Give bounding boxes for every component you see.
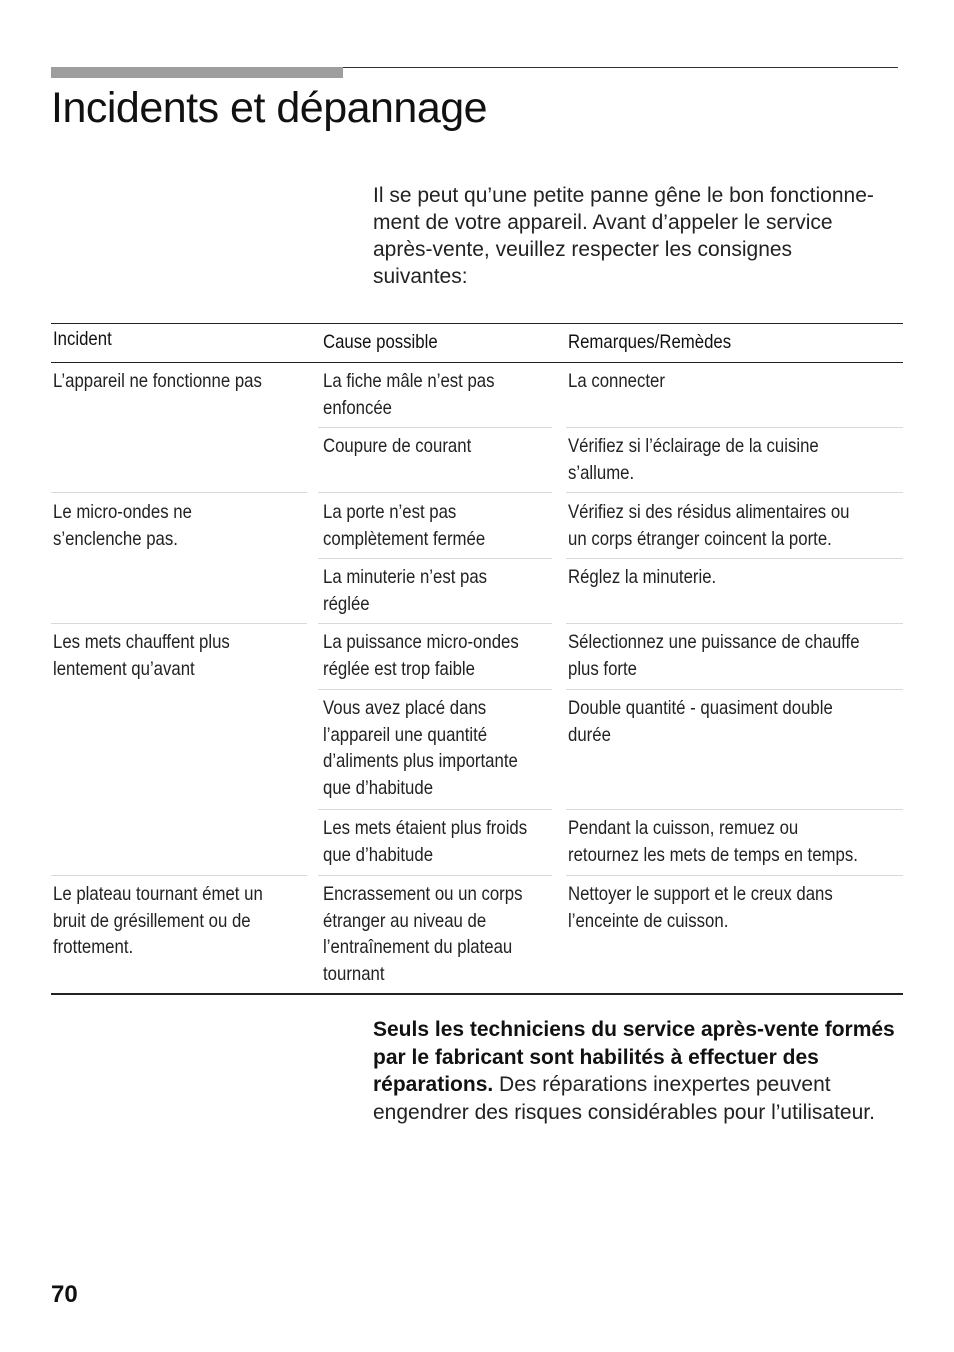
row-separator: [566, 875, 903, 876]
remedy-cell: Double quantité - quasiment double durée: [568, 697, 833, 746]
row-separator: [566, 558, 903, 559]
row-separator: [566, 689, 903, 690]
intro-paragraph: Il se peut qu’une petite panne gêne le bon fonctionne- ment de votre appareil. Avant d’appeler le service après-vente, veuillez respecter les consignes suivantes:: [373, 184, 874, 288]
header-incident: Incident: [53, 328, 112, 350]
cause-cell: La puissance micro-ondes réglée est trop faible: [323, 631, 519, 680]
table-header-rule: [51, 362, 903, 363]
row-separator: [318, 689, 552, 690]
header-cause: Cause possible: [323, 331, 438, 353]
remedy-cell: Réglez la minuterie.: [568, 566, 717, 588]
row-separator: [51, 492, 307, 493]
page-number: 70: [51, 1281, 78, 1308]
row-separator: [318, 623, 552, 624]
incident-cell: Les mets chauffent plus lentement qu’avant: [53, 631, 230, 680]
row-separator: [566, 623, 903, 624]
row-separator: [51, 875, 307, 876]
cause-cell: Coupure de courant: [323, 435, 472, 457]
remedy-cell: Vérifiez si des résidus alimentaires ou un corps étranger coincent la porte.: [568, 501, 850, 550]
remedy-cell: Pendant la cuisson, remuez ou retournez les mets de temps en temps.: [568, 817, 858, 866]
row-separator: [318, 558, 552, 559]
incident-cell: Le micro-ondes ne s’enclenche pas.: [53, 501, 192, 550]
row-separator: [318, 492, 552, 493]
warning-text: Des réparations inexpertes peuvent engendrer des risques considérables pour l’utilisateur.: [373, 1073, 875, 1124]
header-accent-bar: [51, 67, 343, 78]
row-separator: [51, 623, 307, 624]
row-separator: [318, 427, 552, 428]
remedy-cell: Nettoyer le support et le creux dans l’enceinte de cuisson.: [568, 883, 833, 932]
table-top-rule: [51, 323, 903, 324]
table-bottom-rule: [51, 993, 903, 995]
remedy-cell: Vérifiez si l’éclairage de la cuisine s’allume.: [568, 435, 819, 484]
cause-cell: La porte n’est pas complètement fermée: [323, 501, 486, 550]
row-separator: [566, 427, 903, 428]
remedy-cell: La connecter: [568, 370, 665, 392]
cause-cell: Vous avez placé dans l’appareil une quantité d’aliments plus importante que d’habitude: [323, 697, 518, 799]
cause-cell: Encrassement ou un corps étranger au niveau de l’entraînement du plateau tournant: [323, 883, 523, 985]
row-separator: [318, 809, 552, 810]
cause-cell: La minuterie n’est pas réglée: [323, 566, 488, 615]
cause-cell: Les mets étaient plus froids que d’habitude: [323, 817, 528, 866]
header-remedies: Remarques/Remèdes: [568, 331, 732, 353]
incident-cell: Le plateau tournant émet un bruit de grésillement ou de frottement.: [53, 883, 263, 958]
row-separator: [318, 875, 552, 876]
remedy-cell: Sélectionnez une puissance de chauffe plus forte: [568, 631, 860, 680]
page-title: Incidents et dépannage: [51, 84, 488, 132]
warning-bold-text: Seuls les techniciens du service après-vente formés par le fabricant sont habilités à effectuer des réparations.: [373, 1018, 895, 1096]
incident-cell: L’appareil ne fonctionne pas: [53, 370, 262, 392]
row-separator: [566, 809, 903, 810]
row-separator: [566, 492, 903, 493]
cause-cell: La fiche mâle n’est pas enfoncée: [323, 370, 495, 419]
warning-paragraph: [373, 1016, 913, 1126]
